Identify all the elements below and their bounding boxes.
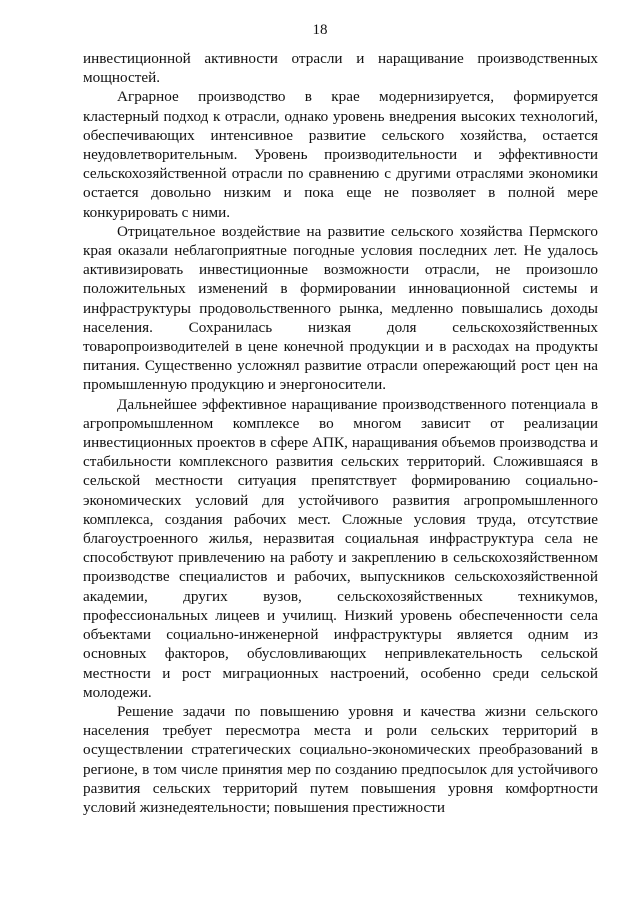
paragraph-continuation: инвестиционной активности отрасли и наращивание производственных мощностей. bbox=[83, 50, 598, 87]
page-number: 18 bbox=[312, 22, 328, 38]
document-body bbox=[83, 49, 598, 817]
paragraph-agrarian-production: Аграрное производство в крае модернизируется, формируется кластерный подход к отрасли, однако уровень внедрения высоких технологий, обеспечивающих интенсивное развитие сельского хозяйства, остается неудовлетворительным. Уровень производительности и эффективности сельскохозяйственной отрасли по сравнению с другими отраслями экономики остается довольно низким и пока еще не позволяет в полной мере конкурировать с ними. bbox=[83, 88, 598, 221]
paragraph-production-potential: Дальнейшее эффективное наращивание производственного потенциала в агропромышленном комплексе во многом зависит от реализации инвестиционных проектов в сфере АПК, наращивания объемов производства и стабильности комплексного развития сельских территорий. Сложившаяся в сельской местности ситуация препятствует формированию социально-экономических условий для устойчивого развития агропромышленного комплекса, создания рабочих мест. Сложные условия труда, отсутствие благоустроенного жилья, неразвитая социальная инфраструктура села не способствуют привлечению на работу и закреплению в сельскохозяйственном производстве специалистов и рабочих, выпускников сельскохозяйственной академии, других вузов, сельскохозяйственных техникумов, профессиональных лицеев и училищ. Низкий уровень обеспеченности села объектами социально-инженерной инфраструктуры является одним из основных факторов, обусловливающих непривлекательность сельской местности и рост миграционных настроений, особенно среди сельской молодежи. bbox=[83, 395, 598, 701]
paragraph-rural-quality-of-life: Решение задачи по повышению уровня и качества жизни сельского населения требует пересмотра места и роли сельских территорий в осуществлении стратегических социально-экономических преобразований в регионе, в том числе принятия мер по созданию предпосылок для устойчивого развития сельских территорий путем повышения уровня комфортности условий жизнедеятельности; повышения престижности bbox=[83, 702, 598, 816]
paragraph-negative-impact: Отрицательное воздействие на развитие сельского хозяйства Пермского края оказали неблагоприятные погодные условия последних лет. Не удалось активизировать инвестиционные возможности отрасли, не произошло положительных изменений в формировании инновационной системы и инфраструктуры продовольственного рынка, медленно повышались доходы населения. Сохранилась низкая доля сельскохозяйственных товаропроизводителей в цене конечной продукции и в расходах на продукты питания. Существенно усложнял развитие отрасли опережающий рост цен на промышленную продукцию и энергоносители. bbox=[83, 222, 598, 394]
